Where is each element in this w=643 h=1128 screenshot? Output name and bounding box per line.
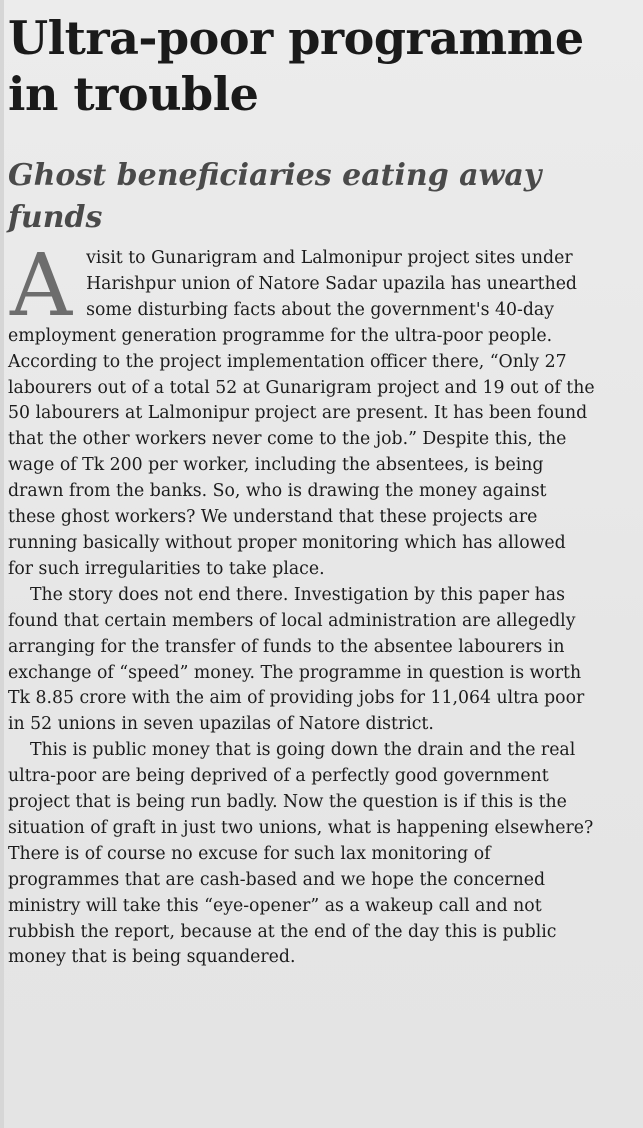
drop-cap: A (10, 236, 73, 336)
left-edge-rule (0, 0, 4, 1128)
paragraph-1-text: visit to Gunarigram and Lalmonipur project sites under Harishpur union of Natore Sadar upazila has unearthed some disturbing facts about the government's 40-day employment generation programme for the ultra-poor people. According to the project implementation officer there, “Only 27 labourers out of a total 52 at Gunarigram project and 19 out of the 50 labourers at Lalmonipur project are present. It has been found that the other workers never come to the job.” Despite this, the wage of Tk 200 per worker, including the absentees, is being drawn from the banks. So, who is drawing the money against these ghost workers? We understand that these projects are running basically without proper monitoring which has allowed for such irregularities to take place. (8, 248, 595, 579)
paragraph-1 (8, 236, 596, 583)
paragraph-2: The story does not end there. Investigation by this paper has found that certain members of local administration are allegedly arranging for the transfer of funds to the absentee labourers in exchange of “speed” money. The programme in question is worth Tk 8.85 crore with the aim of providing jobs for 11,064 ultra poor in 52 unions in seven upazilas of Natore district. (8, 584, 585, 735)
article-body (8, 236, 596, 971)
subheadline: Ghost beneficiaries eating away funds (8, 158, 542, 235)
headline: Ultra-poor programme in trouble (8, 11, 584, 121)
paragraph-3: This is public money that is going down the drain and the real ultra-poor are being deprived of a perfectly good government project that is being run badly. Now the question is if this is the situation of graft in just two unions, what is happening elsewhere? There is of course no excuse for such lax monitoring of programmes that are cash-based and we hope the concerned ministry will take this “eye-opener” as a wakeup call and not rubbish the report, because at the end of the day this is public money that is being squandered. (8, 740, 594, 968)
